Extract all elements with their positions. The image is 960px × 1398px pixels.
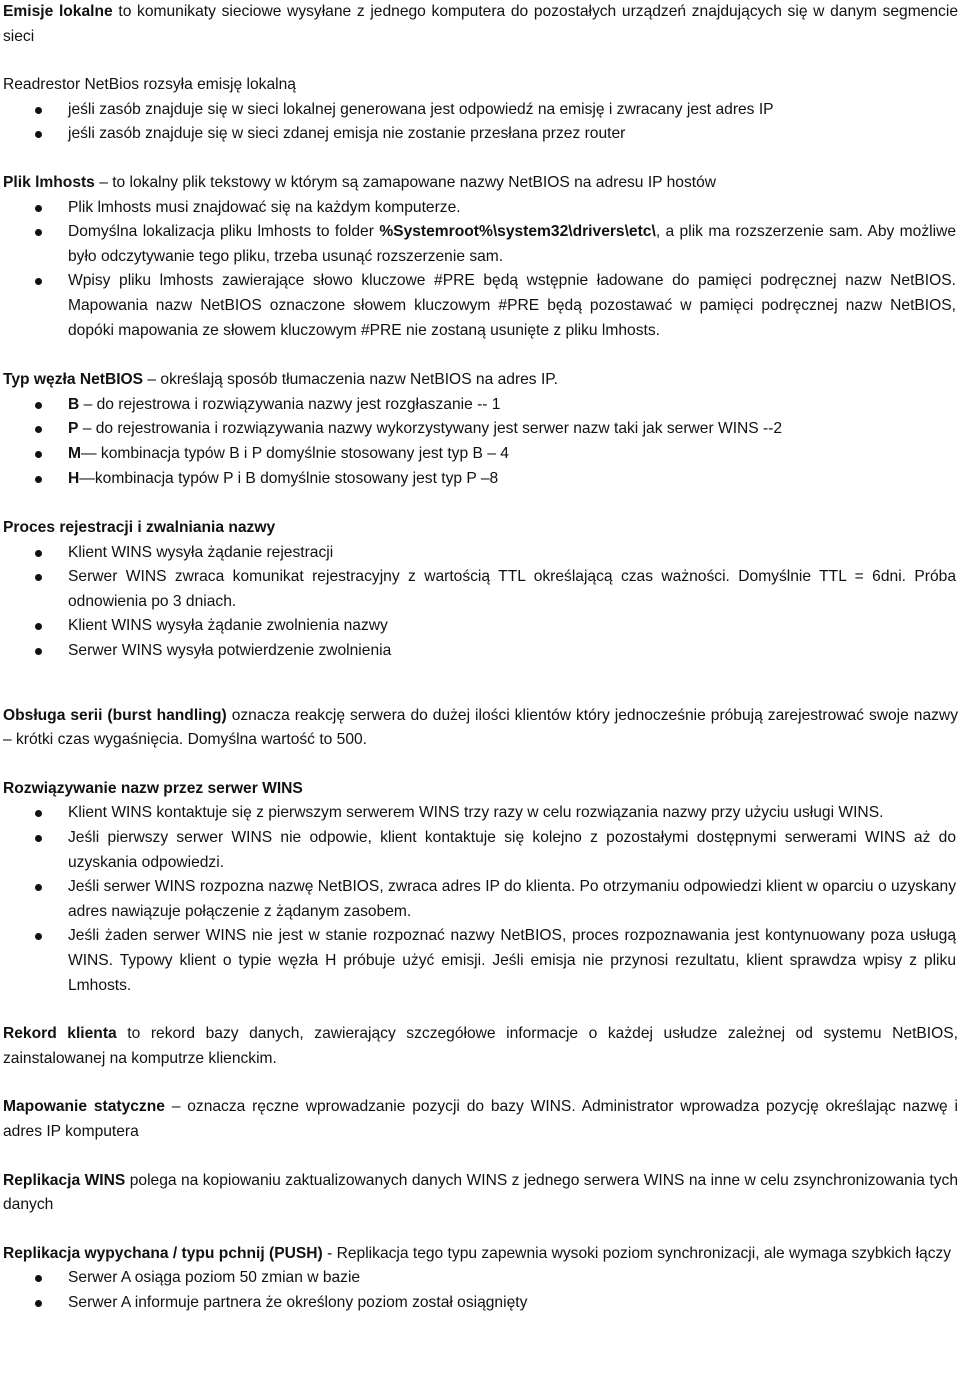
list-item: Plik lmhosts musi znajdować się na każdym komputerze. — [68, 196, 956, 221]
list-item: Jeśli serwer WINS rozpozna nazwę NetBIOS, zwraca adres IP do klienta. Po otrzymaniu odpowiedzi klient w oparciu o uzyskany adres nawiązuje połączenie z żądanym zasobem. — [68, 875, 956, 924]
list-item — [68, 417, 956, 442]
typ-term: Typ węzła NetBIOS — [3, 371, 144, 389]
rozw-list — [3, 801, 958, 998]
obsluga-text: oznacza reakcję serwera do dużej ilości klientów który jednocześnie próbują zarejestrować swoje nazwy – krótki czas wygaśnięcia. Domyślna wartość to 500. — [3, 706, 958, 749]
typ-list — [3, 393, 958, 491]
list-item: Klient WINS kontaktuje się z pierwszym serwerem WINS trzy razy w celu rozwiązania nazwy przy użyciu usługi WINS. — [68, 801, 956, 826]
node-type-code: H — [68, 469, 80, 487]
mapowanie-paragraph — [3, 1095, 958, 1144]
emisje-paragraph — [3, 0, 958, 49]
proces-list — [3, 541, 958, 664]
list-item — [68, 220, 956, 269]
node-type-code: M — [68, 444, 81, 462]
replikacja-term: Replikacja WINS — [3, 1171, 126, 1189]
replikacja-paragraph — [3, 1169, 958, 1218]
list-item: Serwer A informuje partnera że określony poziom został osiągnięty — [68, 1291, 956, 1316]
list-item: Klient WINS wysyła żądanie zwolnienia nazwy — [68, 614, 956, 639]
node-type-desc: – do rejestrowania i rozwiązywania nazwy wykorzystywany jest serwer nazw taki jak serwer WINS --2 — [78, 420, 783, 438]
list-item: jeśli zasób znajduje się w sieci zdanej emisja nie zostanie przesłana przez router — [68, 122, 956, 147]
list-item: Klient WINS wysyła żądanie rejestracji — [68, 541, 956, 566]
list-item — [68, 442, 956, 467]
emisje-text: to komunikaty sieciowe wysyłane z jednego komputera do pozostałych urządzeń znajdujących się w danym segmencie sieci — [3, 3, 958, 45]
node-type-code: P — [68, 420, 79, 438]
mapowanie-term: Mapowanie statyczne — [3, 1098, 165, 1116]
push-paragraph — [3, 1242, 958, 1267]
list-item: Serwer WINS wysyła potwierdzenie zwolnienia — [68, 639, 956, 664]
emisje-term: Emisje lokalne — [3, 3, 113, 20]
mapowanie-text: – oznacza ręczne wprowadzanie pozycji do bazy WINS. Administrator wprowadza pozycję określając nazwę i adres IP komputera — [3, 1098, 958, 1140]
lmhosts-path-post: , a plik ma rozszerzenie sam. Aby możliwe było odczytywanie tego pliku, trzeba usunąć rozszerzenie sam. — [68, 223, 956, 265]
rekord-paragraph — [3, 1022, 958, 1071]
readrestor-list — [3, 98, 958, 147]
rozw-heading — [3, 777, 958, 802]
lmhosts-term: Plik lmhosts — [3, 173, 95, 191]
proces-heading — [3, 516, 958, 541]
list-item: Serwer WINS zwraca komunikat rejestracyjny z wartością TTL określającą czas ważności. Domyślnie TTL = 6dni. Próba odnowienia po 3 dniach. — [68, 565, 956, 614]
lmhosts-list — [3, 196, 958, 344]
node-type-code: B — [68, 395, 80, 413]
lmhosts-path: %Systemroot%\system32\drivers\etc\ — [379, 223, 656, 241]
proces-term: Proces rejestracji i zwalniania nazwy — [3, 519, 276, 537]
node-type-desc: – do rejestrowa i rozwiązywania nazwy jest rozgłaszanie -- 1 — [79, 395, 501, 413]
list-item — [68, 393, 956, 418]
replikacja-text: polega na kopiowaniu zaktualizowanych danych WINS z jednego serwera WINS na inne w celu zsynchronizowania tych danych — [3, 1171, 958, 1214]
readrestor-heading: Readrestor NetBios rozsyła emisję lokalną — [3, 76, 296, 94]
list-item: Jeśli żaden serwer WINS nie jest w stanie rozpoznać nazwy NetBIOS, proces rozpoznawania jest kontynuowany poza usługą WINS. Typowy klient o typie węzła H próbuje użyć emisji. Jeśli emisja nie przynosi rezultatu, klient sprawdza wpisy z pliku Lmhosts. — [68, 924, 956, 998]
typ-paragraph — [3, 368, 958, 393]
list-item: Wpisy pliku lmhosts zawierające słowo kluczowe #PRE będą wstępnie ładowane do pamięci podręcznej nazw NetBIOS. Mapowania nazw NetBIOS oznaczone słowem kluczowym #PRE będą pozostawać w pamięci podręcznej nazw NetBIOS, dopóki mapowania ze słowem kluczowym #PRE nie zostaną usunięte z pliku lmhosts. — [68, 269, 956, 343]
rekord-text: to rekord bazy danych, zawierający szczegółowe informacje o każdej usłudze zależnej od systemu NetBIOS, zainstalowanej na komputrze klienckim. — [3, 1025, 958, 1067]
list-item — [68, 467, 956, 492]
push-term: Replikacja wypychana / typu pchnij (PUSH) — [3, 1244, 323, 1262]
node-type-desc: —kombinacja typów P i B domyślnie stosowany jest typ P –8 — [79, 469, 499, 487]
list-item: Serwer A osiąga poziom 50 zmian w bazie — [68, 1266, 956, 1291]
typ-text: – określają sposób tłumaczenia nazw NetBIOS na adres IP. — [143, 371, 558, 389]
list-item: Jeśli pierwszy serwer WINS nie odpowie, klient kontaktuje się kolejno z pozostałymi dostępnymi serwerami WINS aż do uzyskania odpowiedzi. — [68, 826, 956, 875]
rozw-term: Rozwiązywanie nazw przez serwer WINS — [3, 779, 303, 797]
lmhosts-paragraph — [3, 171, 958, 196]
obsluga-paragraph — [3, 704, 958, 753]
list-item: jeśli zasób znajduje się w sieci lokalnej generowana jest odpowiedź na emisję i zwracany jest adres IP — [68, 98, 956, 123]
lmhosts-text: – to lokalny plik tekstowy w którym są zamapowane nazwy NetBIOS na adresu IP hostów — [94, 173, 717, 191]
lmhosts-path-pre: Domyślna lokalizacja pliku lmhosts to folder — [68, 223, 380, 241]
push-list — [3, 1266, 958, 1315]
obsluga-term: Obsługa serii (burst handling) — [3, 706, 227, 724]
push-text: - Replikacja tego typu zapewnia wysoki poziom synchronizacji, ale wymaga szybkich łączy — [322, 1244, 952, 1262]
rekord-term: Rekord klienta — [3, 1025, 117, 1043]
node-type-desc: — kombinacja typów B i P domyślnie stosowany jest typ B – 4 — [81, 444, 509, 462]
